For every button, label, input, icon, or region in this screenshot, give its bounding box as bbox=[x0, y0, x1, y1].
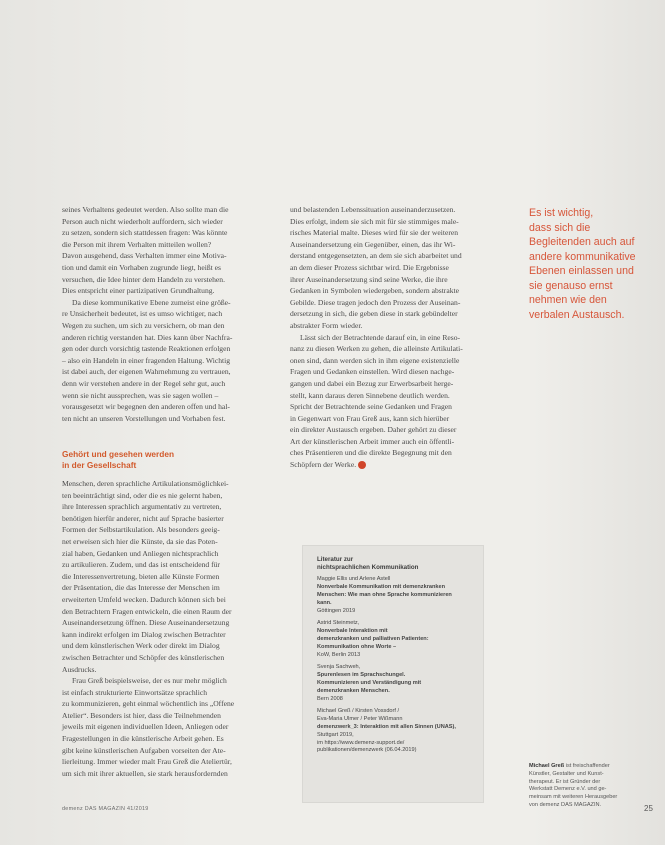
pull-quote-line: verbalen Austausch. bbox=[529, 308, 625, 321]
text-line: vorausgesetzt wir begegnen den anderen offen und hal- bbox=[62, 402, 230, 412]
literature-entry-text: Göttingen 2019 bbox=[317, 607, 356, 614]
text-line: Fragen und Gedanken einstellen. Wird diesen nachge- bbox=[290, 367, 455, 377]
text-line: Schöpfern der Werke. bbox=[290, 459, 510, 471]
text-line: Dies entspricht einer partizipativen Grundhaltung. bbox=[62, 286, 215, 296]
author-description-line: therapeut. Er ist Gründer der bbox=[529, 778, 601, 785]
literature-entry-text: Bern 2008 bbox=[317, 695, 343, 702]
text-line: zial haben, Gedanken und Anliegen nichtsprachlich bbox=[62, 548, 219, 558]
section-heading bbox=[62, 449, 279, 470]
text-line: ihrer Auseinandersetzung sind seine Werke, die ihre bbox=[290, 274, 448, 284]
text-line: denn wir verstehen andere in der Regel sehr gut, auch bbox=[62, 378, 226, 388]
text-line: derstand entgegensetzten, an dem sie sich abarbeitet und bbox=[290, 251, 462, 261]
section-heading-line-1: Gehört und gesehen werden bbox=[62, 449, 175, 459]
text-line: erweiterten Umfeld wecken. Dadurch können sich bei bbox=[62, 594, 226, 604]
pull-quote-line: nehmen wie den bbox=[529, 294, 607, 306]
text-line: – also ein Handeln in einer fragenden Haltung. Wichtig bbox=[62, 355, 231, 365]
literature-entry-text: Astrid Steinmetz, bbox=[317, 620, 360, 627]
literature-entries bbox=[317, 576, 473, 755]
text-line: stellt, kann daraus deren Sinnebene deutlich werden. bbox=[290, 390, 450, 400]
author-description-line: Werkstatt Demenz e.V. und ge- bbox=[529, 786, 607, 793]
text-line: Gedanken in Symbolen wiedergeben, sondern abstrakte bbox=[290, 286, 459, 296]
text-line: Wegen zu suchen, um sich zu versichern, ob man den bbox=[62, 320, 225, 330]
text-line: versuchen, die Idee hinter dem Handeln zu verstehen. bbox=[62, 274, 225, 284]
literature-entry bbox=[317, 664, 473, 703]
page-number: 25 bbox=[644, 804, 653, 813]
author-description bbox=[529, 763, 653, 810]
text-line: zu setzen, sondern sich stattdessen fragen: Was könnte bbox=[62, 228, 228, 238]
column-1-lower bbox=[62, 478, 279, 779]
literature-entry-title: Nonverbale Kommunikation mit demenzkranken bbox=[317, 584, 446, 591]
text-line: nanz zu diesen Werken zu gehen, die alleinste Artikulati- bbox=[290, 344, 463, 354]
author-description-line: meinsam mit weiteren Herausgeber bbox=[529, 794, 618, 801]
literature-entry-title: Kommunikation ohne Worte – bbox=[317, 643, 397, 650]
text-line: ten beeinträchtigt sind, oder die es nie gelernt haben, bbox=[62, 490, 223, 500]
text-line: Davon ausgehend, dass Verhalten immer eine Motiva- bbox=[62, 251, 227, 261]
text-line: und dem künstlerischen Werk oder direkt im Dialog bbox=[62, 641, 220, 651]
author-description-line: Künstler, Gestalter und Kunst- bbox=[529, 770, 604, 777]
text-line: tion und damit ein Vorhaben zugrunde liegt, heißt es bbox=[62, 262, 221, 272]
section-heading-line-2: in der Gesellschaft bbox=[62, 459, 137, 470]
text-line: zwischen Betrachter und Schöpfer des künstlerischen bbox=[62, 652, 225, 662]
text-line: Spricht der Betrachtende seine Gedanken und Fragen bbox=[290, 402, 452, 412]
column-1-upper bbox=[62, 204, 279, 424]
text-line: den Betrachtern Fragen entwickeln, die einen Raum der bbox=[62, 606, 232, 616]
literature-title-line-1: Literatur zur bbox=[317, 556, 354, 563]
literature-box bbox=[302, 545, 484, 803]
text-line: kann indirekt erfolgen im Dialog zwischen Betrachter bbox=[62, 629, 226, 639]
text-line: gangen und dabei ein Bezug zur Erwerbsarbeit herge- bbox=[290, 378, 454, 388]
text-line: re Unsicherheit bedeutet, ist es umso wichtiger, nach bbox=[62, 309, 223, 319]
text-line: die Interessenvertretung, bieten alle Künste Formen bbox=[62, 571, 220, 581]
text-line: Auseinandersetzung ein Gegenüber, einen, das ihr Wi- bbox=[290, 239, 456, 249]
literature-title-line-2: nichtsprachlichen Kommunikation bbox=[317, 564, 419, 572]
text-line: zu artikulieren. Zudem, und das ist entscheidend für bbox=[62, 560, 220, 570]
text-line: ist dabei auch, der eigenen Wahrnehmung zu vertrauen, bbox=[62, 367, 231, 377]
author-name: Michael Greß bbox=[529, 763, 565, 769]
literature-entry bbox=[317, 708, 473, 755]
literature-entry-text: Maggie Ellis und Arlene Astell bbox=[317, 576, 391, 583]
author-description-line: ist freischaffender bbox=[565, 763, 610, 769]
text-line: net erweisen sich hier die Künste, da sie das Poten- bbox=[62, 536, 218, 546]
text-line: anderen richtig verstanden hat. Dies kann über Nachfra- bbox=[62, 332, 233, 342]
text-line: und belastenden Lebenssituation auseinanderzusetzen. bbox=[290, 205, 456, 214]
pull-quote bbox=[529, 206, 654, 322]
literature-entry-title: demenzwerk_3: Interaktion mit allen Sinnen (UNAS), bbox=[317, 723, 456, 730]
text-line: abstrakter Form wieder. bbox=[290, 320, 363, 330]
text-line: Dies erfolgt, indem sie sich mit für sie stimmiges male- bbox=[290, 216, 459, 226]
author-note bbox=[529, 763, 653, 810]
text-line: Fragestellungen in die künstlerische Arbeit gehen. Es bbox=[62, 734, 224, 744]
paragraph-3 bbox=[62, 478, 279, 675]
text-line: ist einfach strukturierte Einwortsätze sprachlich bbox=[62, 687, 208, 697]
paragraph-2 bbox=[62, 297, 279, 425]
text-line: Lässt sich der Betrachtende darauf ein, in eine Reso- bbox=[300, 332, 461, 342]
paragraph-6 bbox=[290, 332, 510, 471]
pull-quote-line: dass sich die bbox=[529, 221, 591, 234]
paragraph-5 bbox=[290, 204, 510, 332]
pull-quote-line: Es ist wichtig, bbox=[529, 207, 594, 219]
literature-entry-text: KoW, Berlin 2013 bbox=[317, 651, 361, 658]
text-line: zu kommunizieren, geht einmal wöchentlich ins „Offene bbox=[62, 699, 235, 709]
literature-entry-title: Kommunizieren und Verständigung mit bbox=[317, 679, 422, 686]
text-line: benötigen hierfür anderer, nicht auf Sprache basierter bbox=[62, 513, 224, 523]
pull-quote-line: sie genauso ernst bbox=[529, 279, 613, 292]
literature-entry-title: demenzkranken und palliativen Patienten: bbox=[317, 635, 429, 642]
pull-quote-line: Ebenen einlassen und bbox=[529, 265, 634, 277]
literature-entry-text: Eva-Maria Ulmer / Peter Wißmann bbox=[317, 716, 403, 723]
text-line: Ausdrucks. bbox=[62, 664, 97, 674]
text-line: Formen der Selbstartikulation. Als besonders geeig- bbox=[62, 525, 220, 535]
pull-quote-line: andere kommunikative bbox=[529, 250, 636, 263]
text-line: Art der künstlerischen Arbeit immer auch ein öffentli- bbox=[290, 436, 455, 446]
text-line: ches Präsentieren und die direkte Begegnung mit den bbox=[290, 448, 452, 458]
literature-entry-text: Michael Greß / Kirsten Vossdorf / bbox=[317, 708, 400, 715]
text-line: Auseinandersetzung öffnen. Diese Auseinandersetzung bbox=[62, 618, 230, 628]
author-description-line: von demenz DAS MAGAZIN. bbox=[529, 801, 602, 808]
text-line: Frau Greß beispielsweise, der es nur mehr möglich bbox=[72, 676, 227, 686]
text-line: seines Verhaltens gedeutet werden. Also sollte man die bbox=[62, 205, 229, 214]
paragraph-1 bbox=[62, 204, 279, 297]
footer-publication: demenz DAS MAGAZIN 41/2019 bbox=[62, 806, 149, 812]
column-2 bbox=[290, 204, 510, 471]
literature-entry-text: Svenja Sachweh, bbox=[317, 664, 361, 671]
text-line: in Gegenwart von Frau Greß aus, kann sich hierüber bbox=[290, 413, 450, 423]
pull-quote-line: Begleitenden auch auf bbox=[529, 236, 635, 248]
text-line: Menschen, deren sprachliche Artikulationsmöglichkei- bbox=[62, 479, 229, 488]
text-line: die Person mit ihrem Verhalten mitteilen wollen? bbox=[62, 239, 212, 249]
literature-entry-title: demenzkranken Menschen. bbox=[317, 687, 390, 694]
text-line: onen sind, dann werden sich in ihm eigene existenzielle bbox=[290, 355, 460, 365]
literature-entry-text: publikationen/demenzwerk (06.04.2019) bbox=[317, 747, 417, 754]
literature-entry-text: im https://www.demenz-support.de/ bbox=[317, 739, 405, 746]
text-line: ten nicht an unseren Vorstellungen und Vorhaben fest. bbox=[62, 413, 226, 423]
text-line: an dem dieser Prozess sichtbar wird. Die Ergebnisse bbox=[290, 262, 449, 272]
literature-entry-title: kann. bbox=[317, 599, 332, 606]
text-line: lierleitung. Immer wieder malt Frau Greß die Ateliertür, bbox=[62, 757, 232, 767]
literature-entry bbox=[317, 576, 473, 615]
literature-entry-title: Nonverbale Interaktion mit bbox=[317, 628, 388, 635]
text-line: der Präsentation, die das Interesse der Menschen im bbox=[62, 583, 220, 593]
text-line: ihre Interessen sprachlich argumentativ zu vertreten, bbox=[62, 502, 222, 512]
text-line: Gebilde. Diese tragen jedoch den Prozess der Auseinan- bbox=[290, 297, 461, 307]
paragraph-4 bbox=[62, 675, 279, 779]
text-line: wenn sie nicht aussprechen, was sie sagen wollen – bbox=[62, 390, 219, 400]
text-line: ein direkter Austausch ergeben. Daher gehört zu dieser bbox=[290, 425, 457, 435]
text-line: dersetzung in sich, die geben diese in stark gebündelter bbox=[290, 309, 458, 319]
text-line: gibt keine künstlerischen Aufgaben vorseiten der Ate- bbox=[62, 745, 226, 755]
literature-entry-text: Stuttgart 2019, bbox=[317, 731, 354, 738]
end-of-article-icon bbox=[358, 461, 366, 469]
text-line: Person auch nicht wiederholt auffordern, sich wieder bbox=[62, 216, 223, 226]
literature-entry bbox=[317, 620, 473, 659]
literature-title bbox=[317, 556, 473, 572]
text-line: Da diese kommunikative Ebene zumeist eine größe- bbox=[72, 297, 231, 307]
text-line: jeweils mit eigenen individuellen Ideen, Anliegen oder bbox=[62, 722, 229, 732]
text-line: gen oder durch vorsichtig tastende Reaktionen erfolgen bbox=[62, 344, 231, 354]
literature-entry-title: Menschen: Wie man ohne Sprache kommunizieren bbox=[317, 592, 452, 598]
literature-entry-title: Spurenlesen im Sprachschungel. bbox=[317, 672, 406, 679]
text-line: um sich mit ihrer aktuellen, sie stark herausfordernden bbox=[62, 768, 228, 778]
text-line: Atelier“. Besonders ist hier, dass die Teilnehmenden bbox=[62, 710, 221, 720]
text-line: risches Material malte. Dieses wird für sie der weiteren bbox=[290, 228, 459, 238]
